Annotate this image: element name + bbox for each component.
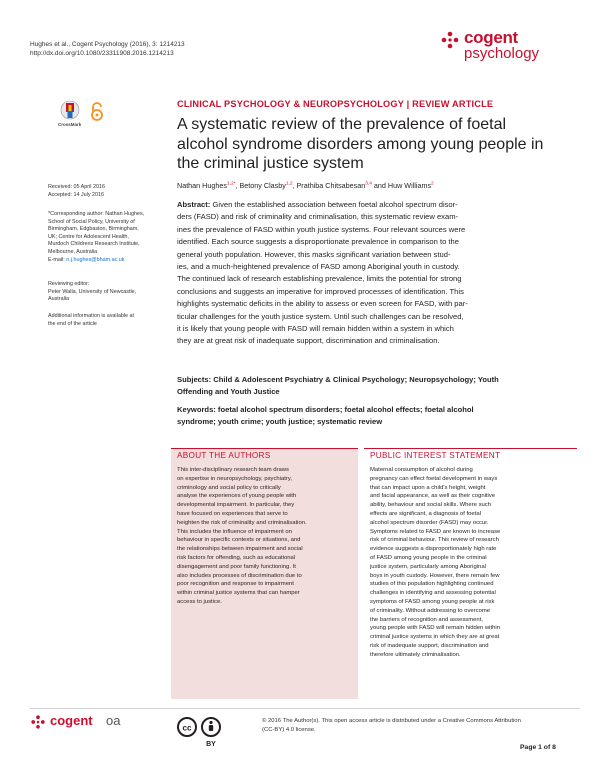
abstract-line: ies, and a much-heightened prevalence of FASD among Aboriginal youth in custody. bbox=[177, 262, 460, 272]
open-access-icon bbox=[90, 102, 104, 122]
logo-text-psychology: psychology bbox=[464, 45, 540, 62]
subjects-line: Subjects: Child & Adolescent Psychiatry & Clinical Psychology; Neuropsychology; Youth bbox=[177, 375, 499, 384]
public-interest-line: and facial appearance, as well as their cognitive bbox=[370, 493, 496, 500]
public-interest-heading: PUBLIC INTEREST STATEMENT bbox=[370, 451, 501, 460]
sidebar-additional-info bbox=[48, 313, 168, 328]
license-statement bbox=[262, 717, 572, 734]
article-title bbox=[177, 115, 577, 174]
email-link[interactable]: n.j.hughes@bham.ac.uk bbox=[66, 256, 125, 263]
svg-text:cc: cc bbox=[182, 723, 192, 733]
about-authors-box bbox=[171, 448, 358, 699]
sidebar-reviewer bbox=[48, 281, 168, 304]
corresponding-line: School of Social Policy, University of bbox=[48, 218, 135, 225]
license-line: © 2016 The Author(s). This open access article is distributed under a Creative Commons Attribution bbox=[262, 718, 521, 724]
title-line: the criminal justice system bbox=[177, 155, 364, 172]
public-interest-line: effects are significant, a diagnosis of foetal bbox=[370, 510, 481, 517]
article-badges bbox=[60, 100, 110, 130]
abstract-line: general youth population. However, this masks significant variation between stud- bbox=[177, 249, 451, 259]
abstract-line: identified. Each source suggests a disproportionate prevalence in comparison to the bbox=[177, 237, 459, 247]
public-interest-text bbox=[370, 466, 570, 660]
author-name[interactable]: Prathiba Chitsabesan bbox=[296, 181, 366, 190]
reviewer-line: Peter Walla, University of Newcastle, bbox=[48, 288, 137, 295]
citation bbox=[30, 40, 185, 58]
public-interest-line: the barriers of recognition and assessment, bbox=[370, 616, 483, 623]
reviewing-editor-label: Reviewing editor: bbox=[48, 281, 90, 287]
abstract-line: highlights systematic deficits in the ability to assess or even screen for FASD, with par- bbox=[177, 299, 468, 309]
article-category: CLINICAL PSYCHOLOGY & NEUROPSYCHOLOGY | REVIEW ARTICLE bbox=[177, 99, 494, 109]
about-line: developmental impairment. In particular, they bbox=[177, 502, 295, 509]
public-interest-line: challenges in identifying and assessing potential bbox=[370, 590, 496, 597]
title-line: alcohol syndrome disorders among young people in bbox=[177, 135, 544, 153]
about-line: disengagement and poor family functioning. It bbox=[177, 563, 296, 570]
citation-journal: Hughes et al., Cogent Psychology (2016), 3: 1214213 bbox=[30, 41, 185, 48]
about-line: heighten the risk of criminality and criminalisation. bbox=[177, 519, 307, 526]
citation-doi[interactable]: http://dx.doi.org/10.1080/23311908.2016.1214213 bbox=[30, 50, 174, 57]
about-line: risk factors for offending, such as educational bbox=[177, 554, 296, 561]
author-affiliation: 3,4 bbox=[365, 181, 372, 187]
public-interest-line: boys in youth custody. However, there remain few bbox=[370, 572, 500, 579]
author-list bbox=[177, 181, 577, 190]
about-line: the relationships between impairment and social bbox=[177, 546, 303, 553]
cogent-oa-logo[interactable] bbox=[30, 713, 160, 735]
public-interest-line: of criminality. Without addressing to overcome bbox=[370, 607, 491, 614]
public-interest-line: risk of inadequate support, discrimination and bbox=[370, 642, 489, 649]
keywords-line: Keywords: foetal alcohol spectrum disorders; foetal alcohol effects; foetal alcohol bbox=[177, 405, 474, 414]
keywords-line: syndrome; youth crime; youth justice; systematic review bbox=[177, 417, 383, 426]
public-interest-line: evidence suggests a disproportionately high rate bbox=[370, 546, 497, 553]
cogent-oa-logo-icon bbox=[30, 714, 46, 730]
page-number: Page 1 of 8 bbox=[520, 744, 556, 751]
abstract bbox=[177, 199, 577, 348]
abstract-line: Abstract: Given the established association between foetal alcohol spectrum disor- bbox=[177, 200, 458, 209]
crossmark-icon[interactable] bbox=[58, 100, 82, 127]
author-name[interactable]: Betony Clasby bbox=[239, 181, 286, 190]
public-interest-line: Maternal consumption of alcohol during bbox=[370, 467, 473, 473]
public-interest-line: therefore ultimately criminalisation. bbox=[370, 651, 461, 658]
cogent-oa-text-cogent: cogent bbox=[50, 713, 93, 728]
public-interest-line: that can impact upon a child's height, weight bbox=[370, 484, 486, 491]
email-line bbox=[48, 257, 168, 265]
author-separator: and bbox=[371, 181, 388, 190]
public-interest-box bbox=[364, 448, 577, 699]
about-line: access to justice. bbox=[177, 598, 222, 605]
reviewer-line: Australia bbox=[48, 296, 69, 303]
abstract-line: they are at great risk of inadequate support, discrimination and criminalisation. bbox=[177, 336, 440, 346]
subjects bbox=[177, 374, 577, 398]
corresponding-line: UK; Centre for Adolescent Health, bbox=[48, 233, 129, 240]
corresponding-line: Murdoch Childrens Research Institute, bbox=[48, 241, 140, 248]
about-line: have focused on experiences that serve to bbox=[177, 510, 288, 517]
about-line: This inter-disciplinary research team draws bbox=[177, 467, 289, 473]
abstract-line: conclusions and suggests an imperative for improved processes of identification. This bbox=[177, 286, 464, 296]
license-line: (CC-BY) 4.0 license. bbox=[262, 726, 316, 733]
author-affiliation: 2 bbox=[431, 181, 434, 187]
about-line: within criminal justice systems that can hamper bbox=[177, 590, 300, 597]
subjects-line: Offending and Youth Justice bbox=[177, 387, 280, 396]
cogent-logo-icon bbox=[440, 30, 460, 50]
footer-divider bbox=[30, 708, 580, 709]
logo-text-cogent: cogent bbox=[464, 28, 518, 47]
public-interest-line: ability, behaviour and social skills. Where such bbox=[370, 502, 492, 509]
received-date: Received: 05 April 2016 bbox=[48, 184, 105, 190]
author-affiliation: 1,2* bbox=[226, 181, 236, 187]
public-interest-line: criminal justice systems in which they are at great bbox=[370, 634, 500, 641]
public-interest-line: risk of criminal behaviour. This review of research bbox=[370, 537, 499, 544]
about-line: This includes the influence of impairment on bbox=[177, 528, 292, 535]
additional-line: the end of the article bbox=[48, 320, 97, 327]
public-interest-line: symptoms of FASD among young people at risk bbox=[370, 598, 495, 605]
about-authors-text bbox=[177, 466, 349, 607]
abstract-line: it is likely that young people with FASD will remain hidden within a system in which bbox=[177, 324, 454, 334]
abstract-line: The continued lack of research establishing prevalence, limits the potential for strong bbox=[177, 274, 462, 284]
sidebar-corresponding bbox=[48, 211, 168, 264]
about-line: analyse the experiences of young people with bbox=[177, 493, 297, 500]
accepted-date: Accepted: 14 July 2016 bbox=[48, 191, 105, 198]
corresponding-line: Birmingham, Edgbaston, Birmingham, bbox=[48, 226, 139, 233]
about-line: on expertise in neuropsychology, psychiatry, bbox=[177, 475, 293, 482]
about-line: behaviour in specific contexts or situations, and bbox=[177, 537, 301, 544]
public-interest-line: of FASD among young people in the criminal bbox=[370, 554, 487, 561]
about-authors-heading: ABOUT THE AUTHORS bbox=[177, 451, 271, 460]
corresponding-line: *Corresponding author: Nathan Hughes, bbox=[48, 211, 145, 217]
public-interest-line: alcohol spectrum disorder (FASD) may occur. bbox=[370, 519, 489, 526]
public-interest-line: pregnancy can effect foetal development in ways bbox=[370, 475, 498, 482]
author-name[interactable]: Huw Williams bbox=[387, 181, 432, 190]
abstract-label: Abstract: bbox=[177, 200, 211, 209]
about-line: criminology and social policy to critically bbox=[177, 484, 281, 491]
public-interest-line: studies of this population highlighting continued bbox=[370, 581, 494, 588]
title-line: A systematic review of the prevalence of foetal bbox=[177, 116, 507, 133]
keywords bbox=[177, 404, 577, 428]
author-separator: , bbox=[292, 181, 297, 190]
abstract-line: ines the prevalence of FASD within youth justice systems. Four relevant sources were bbox=[177, 224, 466, 234]
about-line: also includes processes of discrimination due to bbox=[177, 572, 302, 579]
about-line: poor recognition and response to impairment bbox=[177, 581, 294, 588]
author-separator: , bbox=[235, 181, 240, 190]
corresponding-line: Melbourne, Australia bbox=[48, 248, 98, 255]
public-interest-line: justice system, particularly among Aboriginal bbox=[370, 563, 486, 570]
additional-line: Additional information is available at bbox=[48, 313, 135, 319]
cc-by-license-icon[interactable] bbox=[177, 715, 225, 749]
public-interest-line: Symptoms related to FASD are known to increase bbox=[370, 528, 501, 535]
author-affiliation: 1,2 bbox=[285, 181, 293, 187]
abstract-line: ticular challenges for the youth justice system. Until such challenges can be resolved, bbox=[177, 311, 464, 321]
sidebar-dates bbox=[48, 184, 168, 199]
author-name[interactable]: Nathan Hughes bbox=[177, 181, 227, 190]
public-interest-line: young people with FASD will remain hidden within bbox=[370, 625, 500, 632]
cogent-oa-text-oa: oa bbox=[106, 713, 121, 728]
journal-logo[interactable] bbox=[440, 28, 580, 68]
cc-by-label: BY bbox=[206, 741, 216, 748]
email-label: E-mail: bbox=[48, 256, 67, 263]
crossmark-label: CrossMark bbox=[58, 122, 82, 127]
abstract-line: ders (FASD) and risk of criminality and criminalisation, this systematic review exam- bbox=[177, 212, 459, 222]
